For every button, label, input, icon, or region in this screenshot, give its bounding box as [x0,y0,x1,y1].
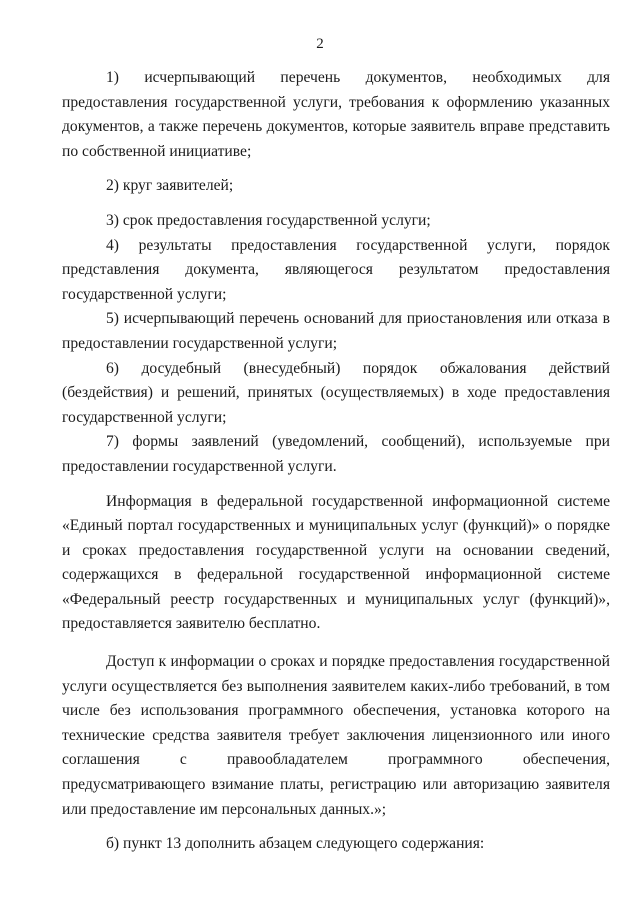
document-body [62,66,610,857]
list-item-1: 1) исчерпывающий перечень документов, необходимых для предоставления государственной услуги, требования к оформлению указанных документов, а также перечень документов, которые заявитель вправе представить по собственной инициативе; [62,69,610,160]
paragraph-item-b: б) пункт 13 дополнить абзацем следующего содержания: [106,835,485,853]
list-item-5: 5) исчерпывающий перечень оснований для приостановления или отказа в предоставлении государственной услуги; [62,310,610,352]
list-item-7: 7) формы заявлений (уведомлений, сообщений), используемые при предоставлении государственной услуги. [62,433,610,475]
paragraph-information: Информация в федеральной государственной информационной системе «Единый портал государственных и муниципальных услуг (функций)» о порядке и сроках предоставления государственной услуги на основании сведений, содержащихся в федеральной государственной информационной системе «Федеральный реестр государственных и муниципальных услуг (функций)», предоставляется заявителю бесплатно. [62,492,610,633]
list-item-6: 6) досудебный (внесудебный) порядок обжалования действий (бездействия) и решений, принятых (осуществляемых) в ходе предоставления государственной услуги; [62,359,610,426]
paragraph-access: Доступ к информации о сроках и порядке предоставления государственной услуги осуществляется без выполнения заявителем каких-либо требований, в том числе без использования программного обеспечения, установка которого на технические средства заявителя требует заключения лицензионного или иного соглашения с правообладателем программного обеспечения, предусматривающего взимание платы, регистрацию или авторизацию заявителя или предоставление им персональных данных.»; [62,653,610,818]
page-number: 2 [316,36,324,52]
list-item-2: 2) круг заявителей; [106,177,234,195]
list-item-4: 4) результаты предоставления государственной услуги, порядок представления документа, являющегося результатом предоставления государственной услуги; [62,236,610,303]
list-item-3: 3) срок предоставления государственной услуги; [106,211,431,229]
